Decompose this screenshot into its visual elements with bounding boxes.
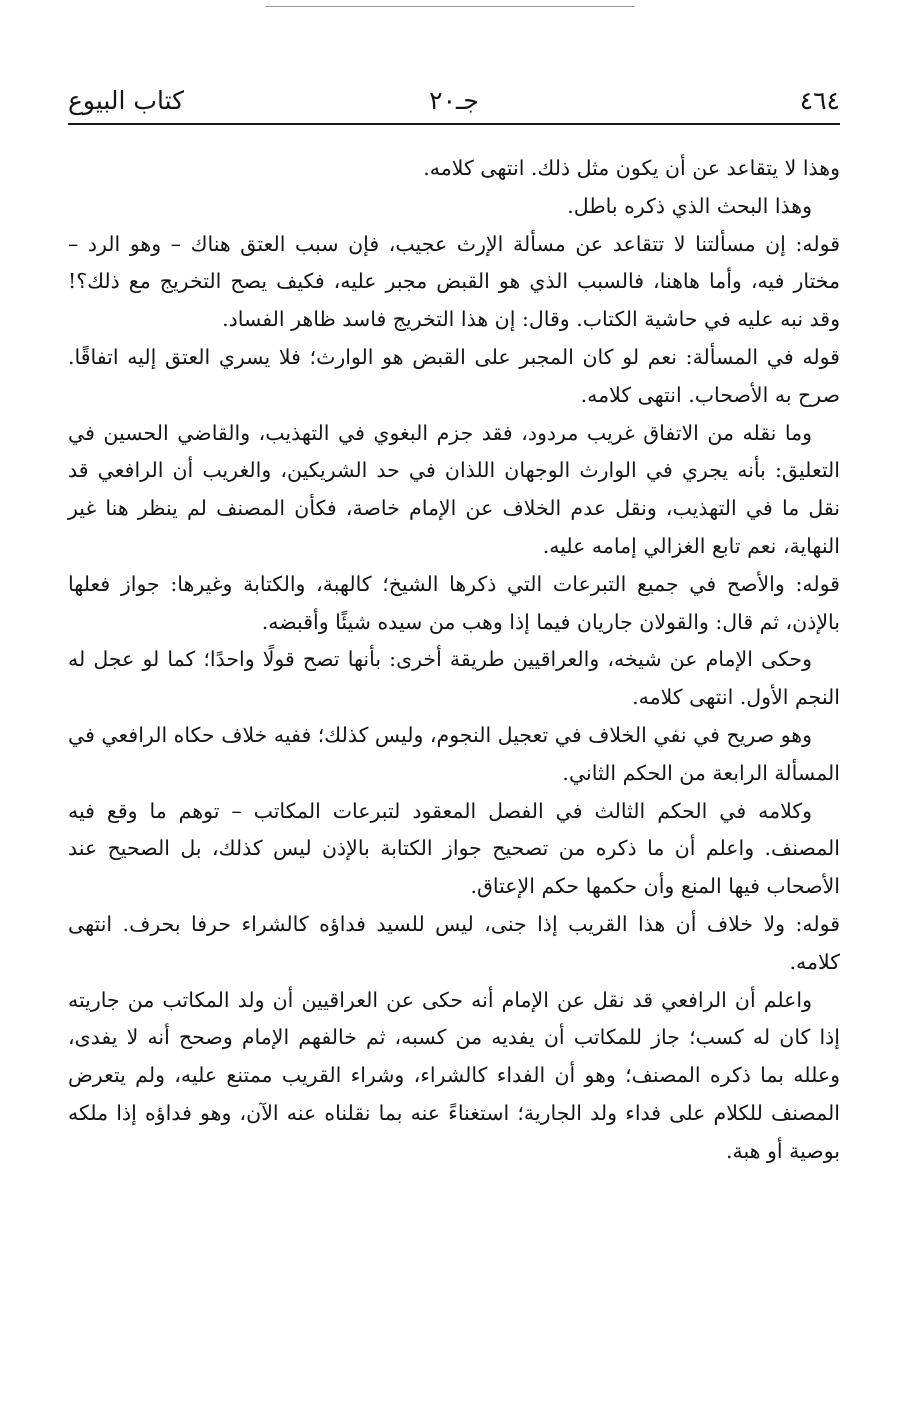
paragraph: قوله في المسألة: نعم لو كان المجبر على القبض هو الوارث؛ فلا يسري العتق إليه اتفاقًا. صرح به الأصحاب. انتهى كلامه. — [68, 344, 840, 407]
page-header — [68, 86, 840, 122]
paragraph: قوله: والأصح في جميع التبرعات التي ذكرها الشيخ؛ كالهبة، والكتابة وغيرها: جواز فعلها بالإذن، ثم قال: والقولان جاريان فيما إذا وهب من سيده شيئًا وأقبضه. — [68, 571, 840, 634]
paragraph: واعلم أن الرافعي قد نقل عن الإمام أنه حكى عن العراقيين أن ولد المكاتب من جاريته إذا كان له كسب؛ جاز للمكاتب أن يفديه من كسبه، ثم خالفهم الإمام وصحح أنه لا يفدى، وعلله بما ذكره المصنف؛ وهو أن الفداء كالشراء، وشراء القريب ممتنع عليه، ولم يتعرض المصنف للكلام على فداء ولد الجارية؛ استغناءً عنه بما نقلناه عنه الآن، وهو فداؤه إذا ملكه بوصية أو هبة. — [68, 987, 841, 1163]
header-rule — [68, 123, 840, 125]
paragraph: وهذا البحث الذي ذكره باطل. — [567, 193, 812, 218]
paragraph: قوله: إن مسألتنا لا تتقاعد عن مسألة الإرث عجيب، فإن سبب العتق هناك – وهو الرد – مختار فيه، وأما هاهنا، فالسبب الذي هو القبض مجبر عليه، فكيف يصح التخريج مع ذلك؟! وقد نبه عليه في حاشية الكتاب. وقال: إن هذا التخريج فاسد ظاهر الفساد. — [68, 231, 840, 332]
paragraph: وهذا لا يتقاعد عن أن يكون مثل ذلك. انتهى كلامه. — [423, 156, 840, 180]
page-body — [68, 150, 840, 1171]
paragraph: قوله: ولا خلاف أن هذا القريب إذا جنى، ليس للسيد فداؤه كالشراء حرفا بحرف. انتهى كلامه. — [68, 911, 840, 974]
paragraph: وكلامه في الحكم الثالث في الفصل المعقود لتبرعات المكاتب – توهم ما وقع فيه المصنف. واعلم أن ما ذكره من تصحيح جواز الكتابة بالإذن ليس كذلك، بل الصحيح عند الأصحاب فيها المنع وأن حكمها حكم الإعتاق. — [68, 798, 840, 899]
paragraph: وحكى الإمام عن شيخه، والعراقيين طريقة أخرى: بأنها تصح قولًا واحدًا؛ كما لو عجل له النجم الأول. انتهى كلامه. — [68, 647, 840, 710]
paragraph: وهو صريح في نفي الخلاف في تعجيل النجوم، وليس كذلك؛ ففيه خلاف حكاه الرافعي في المسألة الرابعة من الحكم الثاني. — [68, 722, 840, 785]
top-scan-line — [265, 6, 635, 7]
paragraph: وما نقله من الاتفاق غريب مردود، فقد جزم البغوي في التهذيب، والقاضي الحسين في التعليق: بأنه يجري في الوارث الوجهان اللذان في حد الشريكين، والغريب أن الرافعي قد نقل ما في التهذيب، ونقل عدم الخلاف عن الإمام خاصة، فكأن المصنف لم ينظر هنا غير النهاية، نعم تابع الغزالي إمامه عليه. — [68, 420, 840, 558]
volume-label: جـ٢٠ — [429, 86, 479, 115]
book-title: كتاب البيوع — [68, 86, 185, 115]
page-number: ٤٦٤ — [799, 86, 840, 115]
